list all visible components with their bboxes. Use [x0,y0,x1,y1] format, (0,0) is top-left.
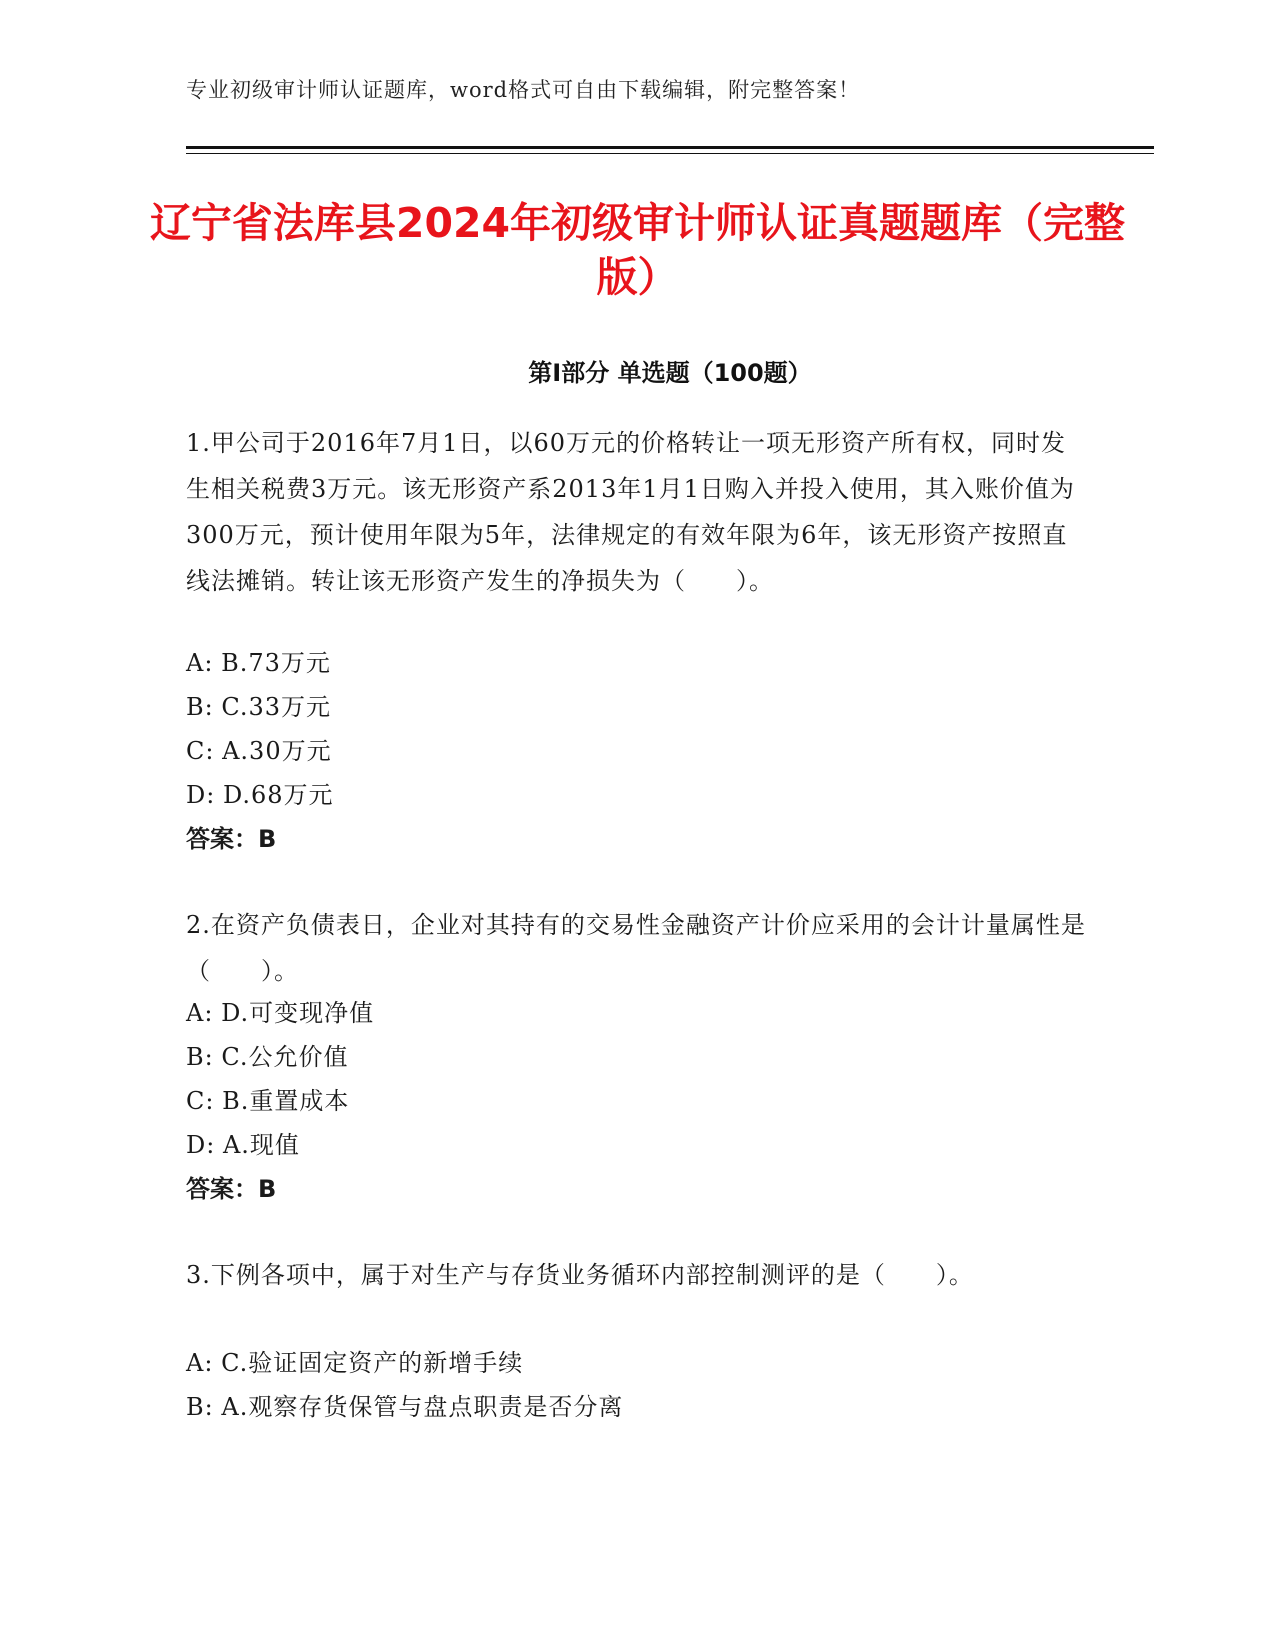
section-heading: 第Ⅰ部分 单选题（100题） [528,359,812,387]
question-3-option-a [186,1340,523,1386]
question-1-stem: 1.甲公司于2016年7月1日，以60万元的价格转让一项无形资产所有权，同时发生相关税费3万元。该无形资产系2013年1月1日购入并投入使用，其入账价值为300万元，预计使用年限为5年，法律规定的有效年限为6年，该无形资产按照直线法摊销。转让该无形资产发生的净损失为（ ）。 [186,429,1075,595]
option-letter: B: [186,693,214,721]
option-text: A.观察存货保管与盘点职责是否分离 [221,1393,624,1421]
option-text: C.33万元 [221,693,332,721]
question-2-answer [186,1166,276,1212]
document-title: 辽宁省法库县2024年初级审计师认证真题题库（完整版） [149,199,1126,301]
answer-label: 答案： [186,1175,258,1203]
question-3-stem: 3.下例各项中，属于对生产与存货业务循环内部控制测评的是（ ）。 [186,1261,974,1289]
question-2-stem: 2.在资产负债表日，企业对其持有的交易性金融资产计价应采用的会计计量属性是（ ）。 [186,911,1086,985]
option-letter: D: [186,781,216,809]
question-3-option-b [186,1384,623,1430]
answer-label: 答案： [186,825,258,853]
option-text: A.30万元 [222,737,332,765]
option-text: D.68万元 [222,781,334,809]
option-text: C.公允价值 [221,1043,349,1071]
header-note: 专业初级审计师认证题库，word格式可自由下载编辑，附完整答案！ [186,78,861,102]
question-1-option-a [186,640,331,686]
option-letter: B: [186,1043,214,1071]
header-divider-thin [186,153,1154,154]
option-letter: A: [186,1349,214,1377]
option-letter: C: [186,737,215,765]
option-text: C.验证固定资产的新增手续 [221,1349,524,1377]
question-2-option-b [186,1034,349,1080]
option-text: B.重置成本 [222,1087,350,1115]
option-letter: D: [186,1131,216,1159]
question-1-option-d [186,772,334,818]
answer-value: B [258,825,277,853]
option-letter: B: [186,1393,214,1421]
option-text: A.现值 [222,1131,300,1159]
header-divider-thick [186,146,1154,149]
question-1-option-b [186,684,331,730]
question-2-option-c [186,1078,349,1124]
option-text: D.可变现净值 [221,999,375,1027]
question-1-option-c [186,728,332,774]
question-2-option-d [186,1122,300,1168]
question-2-option-a [186,990,374,1036]
option-letter: A: [186,649,214,677]
option-letter: C: [186,1087,215,1115]
option-letter: A: [186,999,214,1027]
question-1-answer [186,816,276,862]
answer-value: B [258,1175,277,1203]
option-text: B.73万元 [221,649,331,677]
